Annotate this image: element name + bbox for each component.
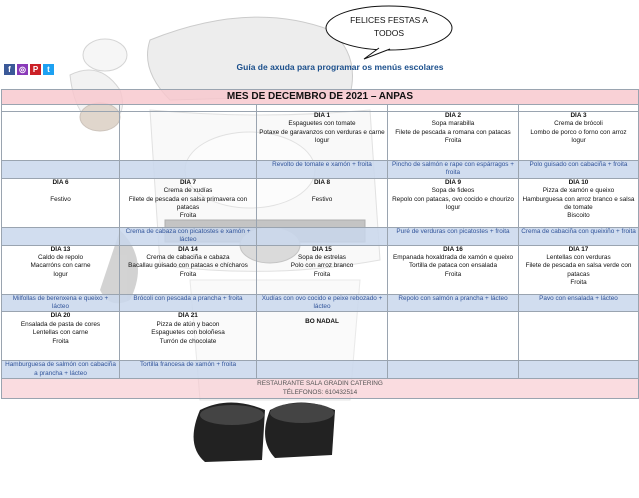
day-label: DÍA 6 [52, 178, 69, 186]
day-cell [2, 112, 120, 161]
day-label: DÍA 15 [312, 245, 332, 253]
dinner-cell: Puré de verduras con picatostes + froita [388, 227, 519, 245]
week-row [2, 245, 639, 294]
meal-item: Sopa de estrelas [298, 254, 346, 262]
day-cell [120, 112, 257, 161]
facebook-icon[interactable]: f [4, 64, 15, 75]
caterer-footer [2, 379, 639, 399]
footer-row [2, 379, 639, 399]
dinner-row [2, 294, 639, 312]
day-label: DÍA 21 [178, 312, 198, 320]
dinner-cell [2, 161, 120, 179]
week-row [2, 312, 639, 361]
day-cell [257, 245, 388, 294]
pinterest-icon[interactable]: P [30, 64, 41, 75]
dinner-cell: Milfollas de berenxena e queixo + lácteo [2, 294, 120, 312]
meal-item: Pizza de xamón e queixo [542, 187, 615, 195]
week-row [2, 178, 639, 227]
greeting-line-2: TODOS [373, 28, 405, 38]
meal-item: Sopa marabilla [431, 120, 475, 128]
dinner-cell [2, 227, 120, 245]
day-cell [388, 112, 519, 161]
meal-item: Iogur [445, 204, 461, 212]
meal-item: Turrón de chocolate [159, 337, 217, 345]
dinner-cell: Revolto de tomate e xamón + froita [257, 161, 388, 179]
caterer-name: RESTAURANTE SALA GRADIN CATERING [257, 380, 383, 388]
meal-item: Espaguetes con tomate [288, 120, 356, 128]
meal-item: Froita [444, 137, 462, 145]
meal-item: Polo con arroz branco [290, 262, 354, 270]
day-cell [388, 312, 519, 361]
twitter-icon[interactable]: t [43, 64, 54, 75]
meal-item: Iogur [314, 137, 330, 145]
dinner-cell: Pincho de salmón e rape con espárragos + froita [388, 161, 519, 179]
month-title: MES DE DECEMBRO DE 2021 – ANPAS [2, 90, 639, 105]
meal-item: Filete de pescada a romana con patacas [395, 128, 511, 136]
dinner-row [2, 227, 639, 245]
dinner-cell: Polo guisado con cabaciña + froita [519, 161, 639, 179]
meal-item: Crema de cabaciña e cabaza [146, 254, 230, 262]
day-label: DÍA 16 [443, 245, 463, 253]
meal-item: Potaxe de garavanzos con verduras e carne [259, 128, 385, 136]
day-cell [257, 178, 388, 227]
dinner-cell [120, 161, 257, 179]
meal-item: Biscoito [567, 212, 590, 220]
meal-item: Crema de brócoli [554, 120, 603, 128]
dinner-cell [257, 361, 388, 379]
social-icons [4, 64, 54, 75]
spacer-row [2, 105, 639, 112]
day-cell [519, 178, 639, 227]
meal-item: Iogur [53, 270, 68, 278]
meal-item: Hamburguesa con arroz branco e salsa de tomate [522, 195, 635, 212]
dinner-cell: Brócoli con pescada a prancha + froita [120, 294, 257, 312]
day-cell [519, 312, 639, 361]
meal-item: Froita [52, 337, 69, 345]
title-row [2, 90, 639, 105]
day-label: DÍA 2 [444, 112, 462, 119]
day-cell [120, 245, 257, 294]
meal-item: Empanada hoxaldrada de xamón e queixo [392, 254, 514, 262]
dinner-cell: Tortilla francesa de xamón + froita [120, 361, 257, 379]
meal-item: Lentellas con verduras [546, 254, 611, 262]
day-cell [388, 178, 519, 227]
day-cell [2, 245, 120, 294]
greeting-line-1: FELICES FESTAS A [350, 15, 428, 25]
menu-table [1, 89, 639, 399]
instagram-icon[interactable]: ◎ [17, 64, 28, 75]
day-label: DÍA 1 [313, 112, 331, 119]
meal-item: Caldo de repolo [37, 254, 84, 262]
meal-item: Filete de pescada en salsa primavera con patacas [128, 195, 248, 212]
dinner-cell: Hamburguesa de salmón con cabaciña a prancha + lácteo [2, 361, 120, 379]
day-cell [2, 178, 120, 227]
meal-item: Froita [570, 279, 587, 287]
day-label: DÍA 10 [568, 178, 589, 186]
dinner-cell: Crema de cabaciña con queixiño + froita [519, 227, 639, 245]
day-cell [519, 112, 639, 161]
day-cell [2, 312, 120, 361]
meal-item [259, 187, 385, 195]
dinner-cell: Pavo con ensalada + lácteo [519, 294, 639, 312]
day-cell [120, 178, 257, 227]
meal-item: Lombo de porco o forno con arroz [530, 128, 627, 136]
dinner-cell [388, 361, 519, 379]
day-label: DÍA 3 [570, 112, 587, 119]
meal-item: Macarróns con carne [30, 262, 91, 270]
meal-item: Froita [179, 270, 197, 278]
day-label: DÍA 14 [178, 245, 198, 253]
dinner-cell [519, 361, 639, 379]
meal-item: Tortilla de pataca con ensalada [408, 262, 498, 270]
meal-item: Crema de xudías [163, 187, 213, 195]
dinner-row [2, 361, 639, 379]
meal-item: Repolo con patacas, ovo cocido e chourizo [392, 195, 514, 203]
meal-item: Froita [444, 270, 462, 278]
day-cell [120, 312, 257, 361]
day-label: DÍA 8 [313, 178, 331, 186]
dinner-cell: Crema de cabaza con picatostes e xamón + lácteo [120, 227, 257, 245]
greeting-text [324, 14, 454, 40]
meal-item: Filete de pescada en salsa verde con patacas [525, 262, 632, 278]
dinner-cell [257, 227, 388, 245]
meal-item: Bacallau guisado con patacas e chícharos [128, 262, 248, 270]
day-label: DÍA 13 [50, 245, 71, 253]
meal-item: Froita [179, 212, 197, 220]
day-label: DÍA 9 [444, 178, 462, 186]
meal-item: Ensalada de pasta de cores [20, 320, 101, 328]
day-cell [519, 245, 639, 294]
guide-heading: Guía de axuda para programar os menús escolares [236, 62, 444, 72]
meal-item: Festivo [311, 195, 333, 203]
meal-item: Iogur [571, 137, 586, 145]
dinner-cell: Repolo con salmón a prancha + lácteo [388, 294, 519, 312]
meal-item: Lentellas con carne [32, 329, 89, 337]
meal-item: Espaguetes con boloñesa [151, 329, 225, 337]
caterer-phone: TÉLEFONOS: 610432514 [282, 389, 358, 397]
dinner-row [2, 161, 639, 179]
meal-item: Pizza de atún y bacon [156, 320, 220, 328]
meal-item [4, 187, 117, 195]
day-label: DÍA 7 [179, 178, 197, 186]
day-label: DÍA 20 [50, 312, 71, 320]
holiday-note: BO NADAL [305, 318, 339, 326]
dinner-cell: Xudías con ovo cocido e peixe rebozado + lácteo [257, 294, 388, 312]
day-cell [388, 245, 519, 294]
meal-item: Froita [313, 270, 331, 278]
day-cell [257, 312, 388, 361]
day-cell [257, 112, 388, 161]
week-row [2, 112, 639, 161]
meal-item: Festivo [50, 195, 71, 203]
day-label: DÍA 17 [568, 245, 589, 253]
meal-item: Sopa de fideos [431, 187, 475, 195]
